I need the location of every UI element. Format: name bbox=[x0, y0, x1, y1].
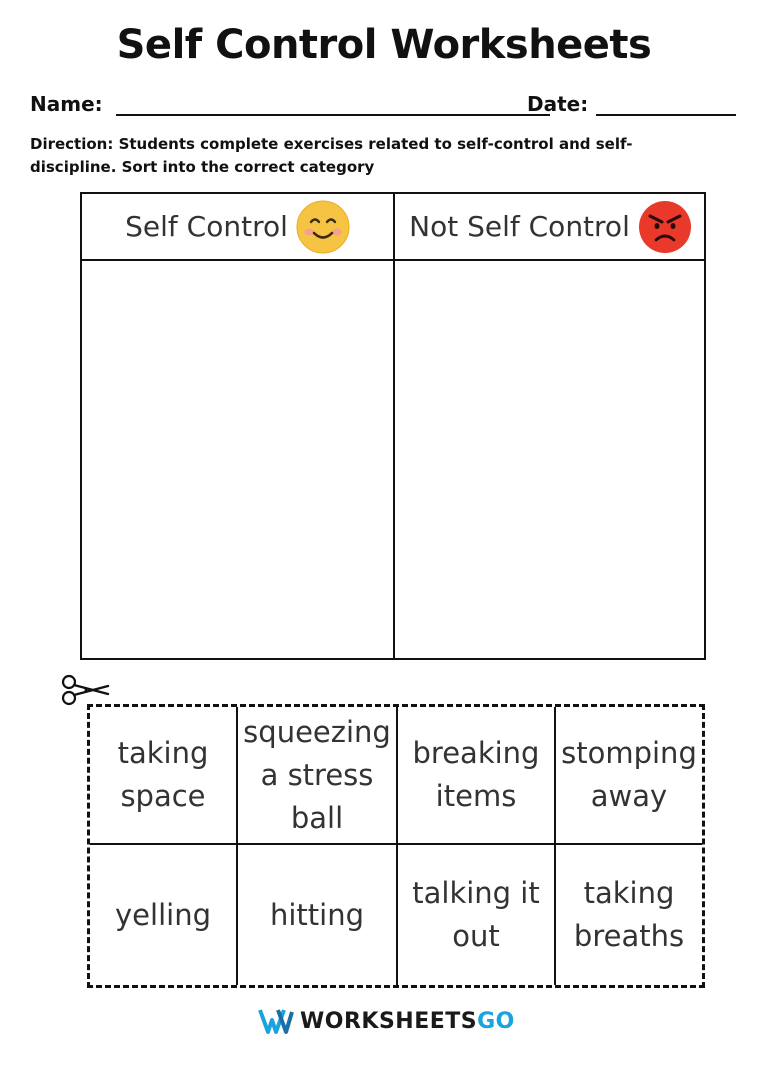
not-self-control-label: Not Self Control bbox=[409, 210, 630, 243]
scissors-icon bbox=[60, 672, 110, 708]
card-taking-breaths[interactable]: taking breaths bbox=[573, 876, 685, 953]
smiling-face-icon bbox=[296, 200, 350, 254]
name-date-row bbox=[30, 92, 740, 122]
not-self-control-header bbox=[395, 194, 706, 259]
worksheet-title: Self Control Worksheets bbox=[116, 22, 652, 68]
self-control-label: Self Control bbox=[125, 210, 288, 243]
date-field[interactable] bbox=[596, 114, 736, 116]
brand-part-go: GO bbox=[477, 1008, 515, 1034]
cut-out-cards bbox=[87, 704, 705, 988]
card-stomping-away[interactable]: stomping away bbox=[556, 707, 702, 845]
brand-part-worksheets: WORKSHEETS bbox=[300, 1008, 478, 1034]
date-label: Date: bbox=[527, 92, 589, 116]
angry-face-icon bbox=[638, 200, 692, 254]
direction-text: Direction: Students complete exercises related to self-control and self-discipline. Sort into the correct category bbox=[30, 135, 633, 176]
card-hitting[interactable]: hitting bbox=[238, 845, 398, 985]
name-field[interactable] bbox=[116, 114, 550, 116]
self-control-column-area[interactable] bbox=[82, 261, 393, 658]
footer-brand bbox=[258, 1004, 518, 1038]
brand-wordmark bbox=[300, 1009, 515, 1034]
name-label: Name: bbox=[30, 92, 103, 116]
worksheetsgo-logo-icon bbox=[258, 1006, 294, 1036]
sort-table bbox=[80, 192, 706, 660]
not-self-control-column-area[interactable] bbox=[395, 261, 704, 658]
card-squeezing-a-stress-ball[interactable]: squeezing a stress ball bbox=[238, 707, 398, 845]
card-yelling[interactable]: yelling bbox=[90, 845, 238, 985]
card-talking-it-out[interactable]: talking it out bbox=[398, 845, 556, 985]
self-control-header bbox=[82, 194, 393, 259]
card-breaking-items[interactable]: breaking items bbox=[398, 707, 556, 845]
card-taking-space[interactable]: taking space bbox=[90, 707, 238, 845]
